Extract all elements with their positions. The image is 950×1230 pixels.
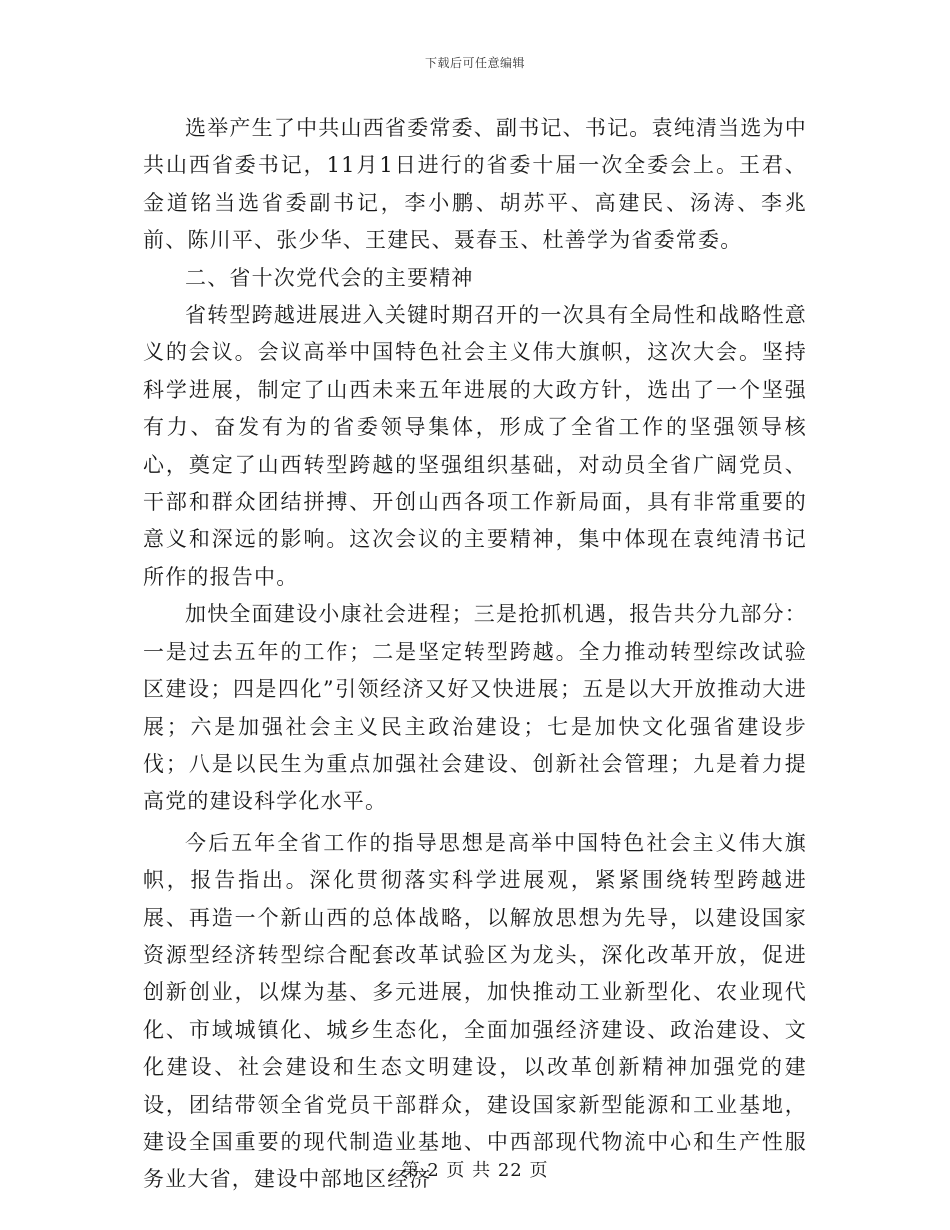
paragraph-election-results: 选举产生了中共山西省委常委、副书记、书记。袁纯清当选为中共山西省委书记，11月1日进行的省委十届一次全委会上。王君、金道铭当选省委副书记，李小鹏、胡苏平、高建民、汤涛、李兆前、陈川平、张少华、王建民、聂春玉、杜善学为省委常委。	[143, 116, 807, 253]
page-header-note: 下载后可任意编辑	[424, 56, 525, 70]
document-body	[143, 110, 807, 1199]
paragraph-congress-significance: 省转型跨越进展进入关键时期召开的一次具有全局性和战略性意义的会议。会议高举中国特色社会主义伟大旗帜，这次大会。坚持科学进展，制定了山西未来五年进展的大政方针，选出了一个坚强有力、奋发有为的省委领导集体，形成了全省工作的坚强领导核心，奠定了山西转型跨越的坚强组织基础，对动员全省广阔党员、干部和群众团结拼搏、开创山西各项工作新局面，具有非常重要的意义和深远的影响。这次会议的主要精神，集中体现在袁纯清书记所作的报告中。	[143, 303, 807, 589]
paragraph-guiding-thought: 今后五年全省工作的指导思想是高举中国特色社会主义伟大旗帜，报告指出。深化贯彻落实科学进展观，紧紧围绕转型跨越进展、再造一个新山西的总体战略，以解放思想为先导，以建设国家资源型经济转型综合配套改革试验区为龙头，深化改革开放，促进创新创业，以煤为基、多元进展，加快推动工业新型化、农业现代化、市域城镇化、城乡生态化，全面加强经济建设、政治建设、文化建设、社会建设和生态文明建设，以改革创新精神加强党的建设，团结带领全省党员干部群众，建设国家新型能源和工业基地，建设全国重要的现代制造业基地、中西部现代物流中心和生产性服务业大省，建设中部地区经济	[143, 830, 807, 1192]
section-heading: 二、省十次党代会的主要精神	[185, 265, 474, 290]
page-number-footer: 第 2 页 共 22 页	[401, 1160, 549, 1181]
paragraph-report-structure: 加快全面建设小康社会进程；三是抢抓机遇，报告共分九部分：一是过去五年的工作；二是坚定转型跨越。全力推动转型综改试验区建设；四是四化”引领经济又好又快进展；五是以大开放推动大进展；六是加强社会主义民主政治建设；七是加快文化强省建设步伐；八是以民生为重点加强社会建设、创新社会管理；九是着力提高党的建设科学化水平。	[143, 602, 807, 814]
